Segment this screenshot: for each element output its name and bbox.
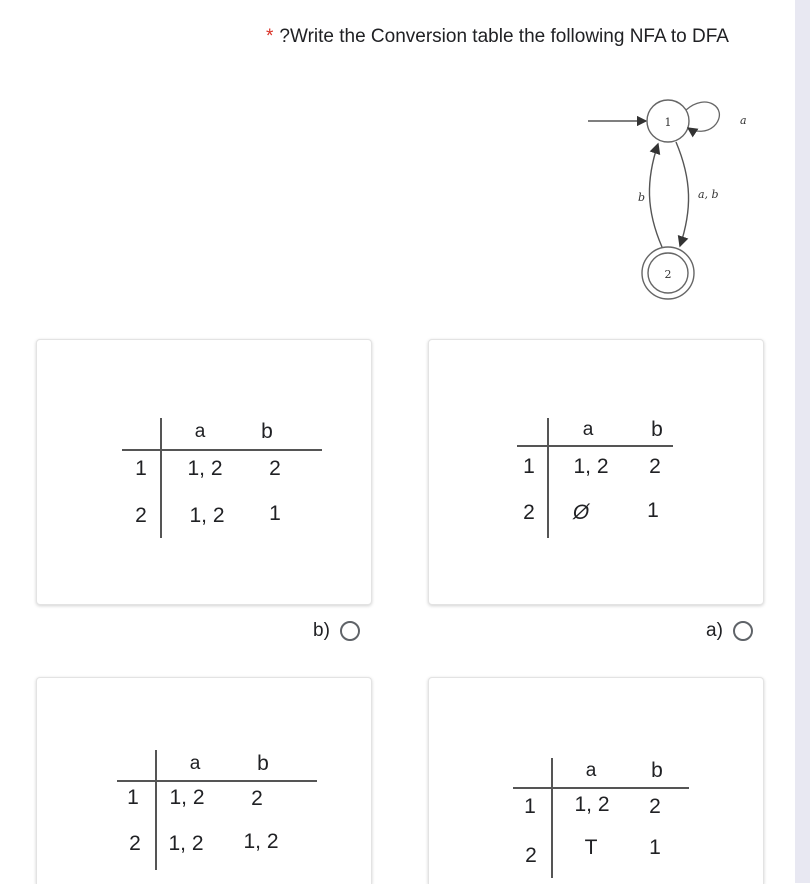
page-scrollbar[interactable]: [795, 0, 810, 883]
option-b-radio-row[interactable]: [313, 620, 360, 642]
option-card-a[interactable]: [428, 339, 764, 605]
option-a-label: a): [706, 620, 723, 641]
row1-b: 2: [269, 457, 281, 480]
row2-state: 2: [129, 832, 141, 855]
row1-state: 1: [524, 795, 536, 818]
row2-a: Ø: [572, 501, 590, 524]
row1-state: 1: [135, 457, 147, 480]
row2-b: 1: [649, 836, 661, 859]
self-loop: [686, 102, 719, 131]
option-card-4[interactable]: [428, 677, 764, 884]
header-b: b: [257, 752, 269, 775]
option-card-b[interactable]: [36, 339, 372, 605]
row1-state: 1: [127, 786, 139, 809]
row2-state: 2: [523, 501, 535, 524]
row2-a: 1, 2: [168, 832, 204, 855]
row1-a: 1, 2: [169, 786, 205, 809]
option-a-table: [429, 340, 763, 604]
row2-state: 2: [525, 844, 537, 867]
row1-a: 1, 2: [574, 793, 610, 816]
header-a: a: [582, 419, 594, 440]
option-card-3[interactable]: [36, 677, 372, 884]
row1-state: 1: [523, 455, 535, 478]
state-2-label: 2: [664, 268, 672, 281]
header-b: b: [261, 420, 273, 443]
header-a: a: [585, 760, 597, 781]
row2-b: 1: [269, 502, 281, 525]
row2-a: 1, 2: [189, 504, 225, 527]
row1-a: 1, 2: [573, 455, 609, 478]
edge-2-to-1: [649, 144, 662, 247]
loop-label: a: [740, 114, 747, 127]
header-b: b: [651, 759, 663, 782]
required-asterisk: *: [266, 26, 274, 47]
row1-a: 1, 2: [187, 457, 223, 480]
edge-ab-label: a, b: [698, 188, 719, 201]
row2-state: 2: [135, 504, 147, 527]
header-a: a: [194, 421, 206, 442]
option-b-table: [37, 340, 371, 604]
option-b-label: b): [313, 620, 330, 641]
row2-b: 1: [647, 499, 659, 522]
header-a: a: [189, 753, 201, 774]
nfa-diagram: [580, 80, 780, 310]
edge-b-label: b: [638, 191, 646, 204]
option-4-table: [429, 678, 763, 884]
option-a-radio[interactable]: [733, 621, 753, 641]
header-b: b: [651, 418, 663, 441]
nfa-diagram-svg: [580, 80, 780, 310]
option-3-table: [37, 678, 371, 884]
option-a-radio-row[interactable]: [706, 620, 753, 642]
row1-b: 2: [649, 795, 661, 818]
row1-b: 2: [649, 455, 661, 478]
question-title: [266, 26, 729, 48]
option-b-radio[interactable]: [340, 621, 360, 641]
state-1-label: 1: [664, 116, 672, 129]
row1-b: 2: [251, 787, 263, 810]
edge-1-to-2: [676, 142, 689, 246]
question-text: ?Write the Conversion table the following NFA to DFA: [279, 26, 729, 47]
row2-a: T: [584, 836, 598, 859]
row2-b: 1, 2: [243, 830, 279, 853]
